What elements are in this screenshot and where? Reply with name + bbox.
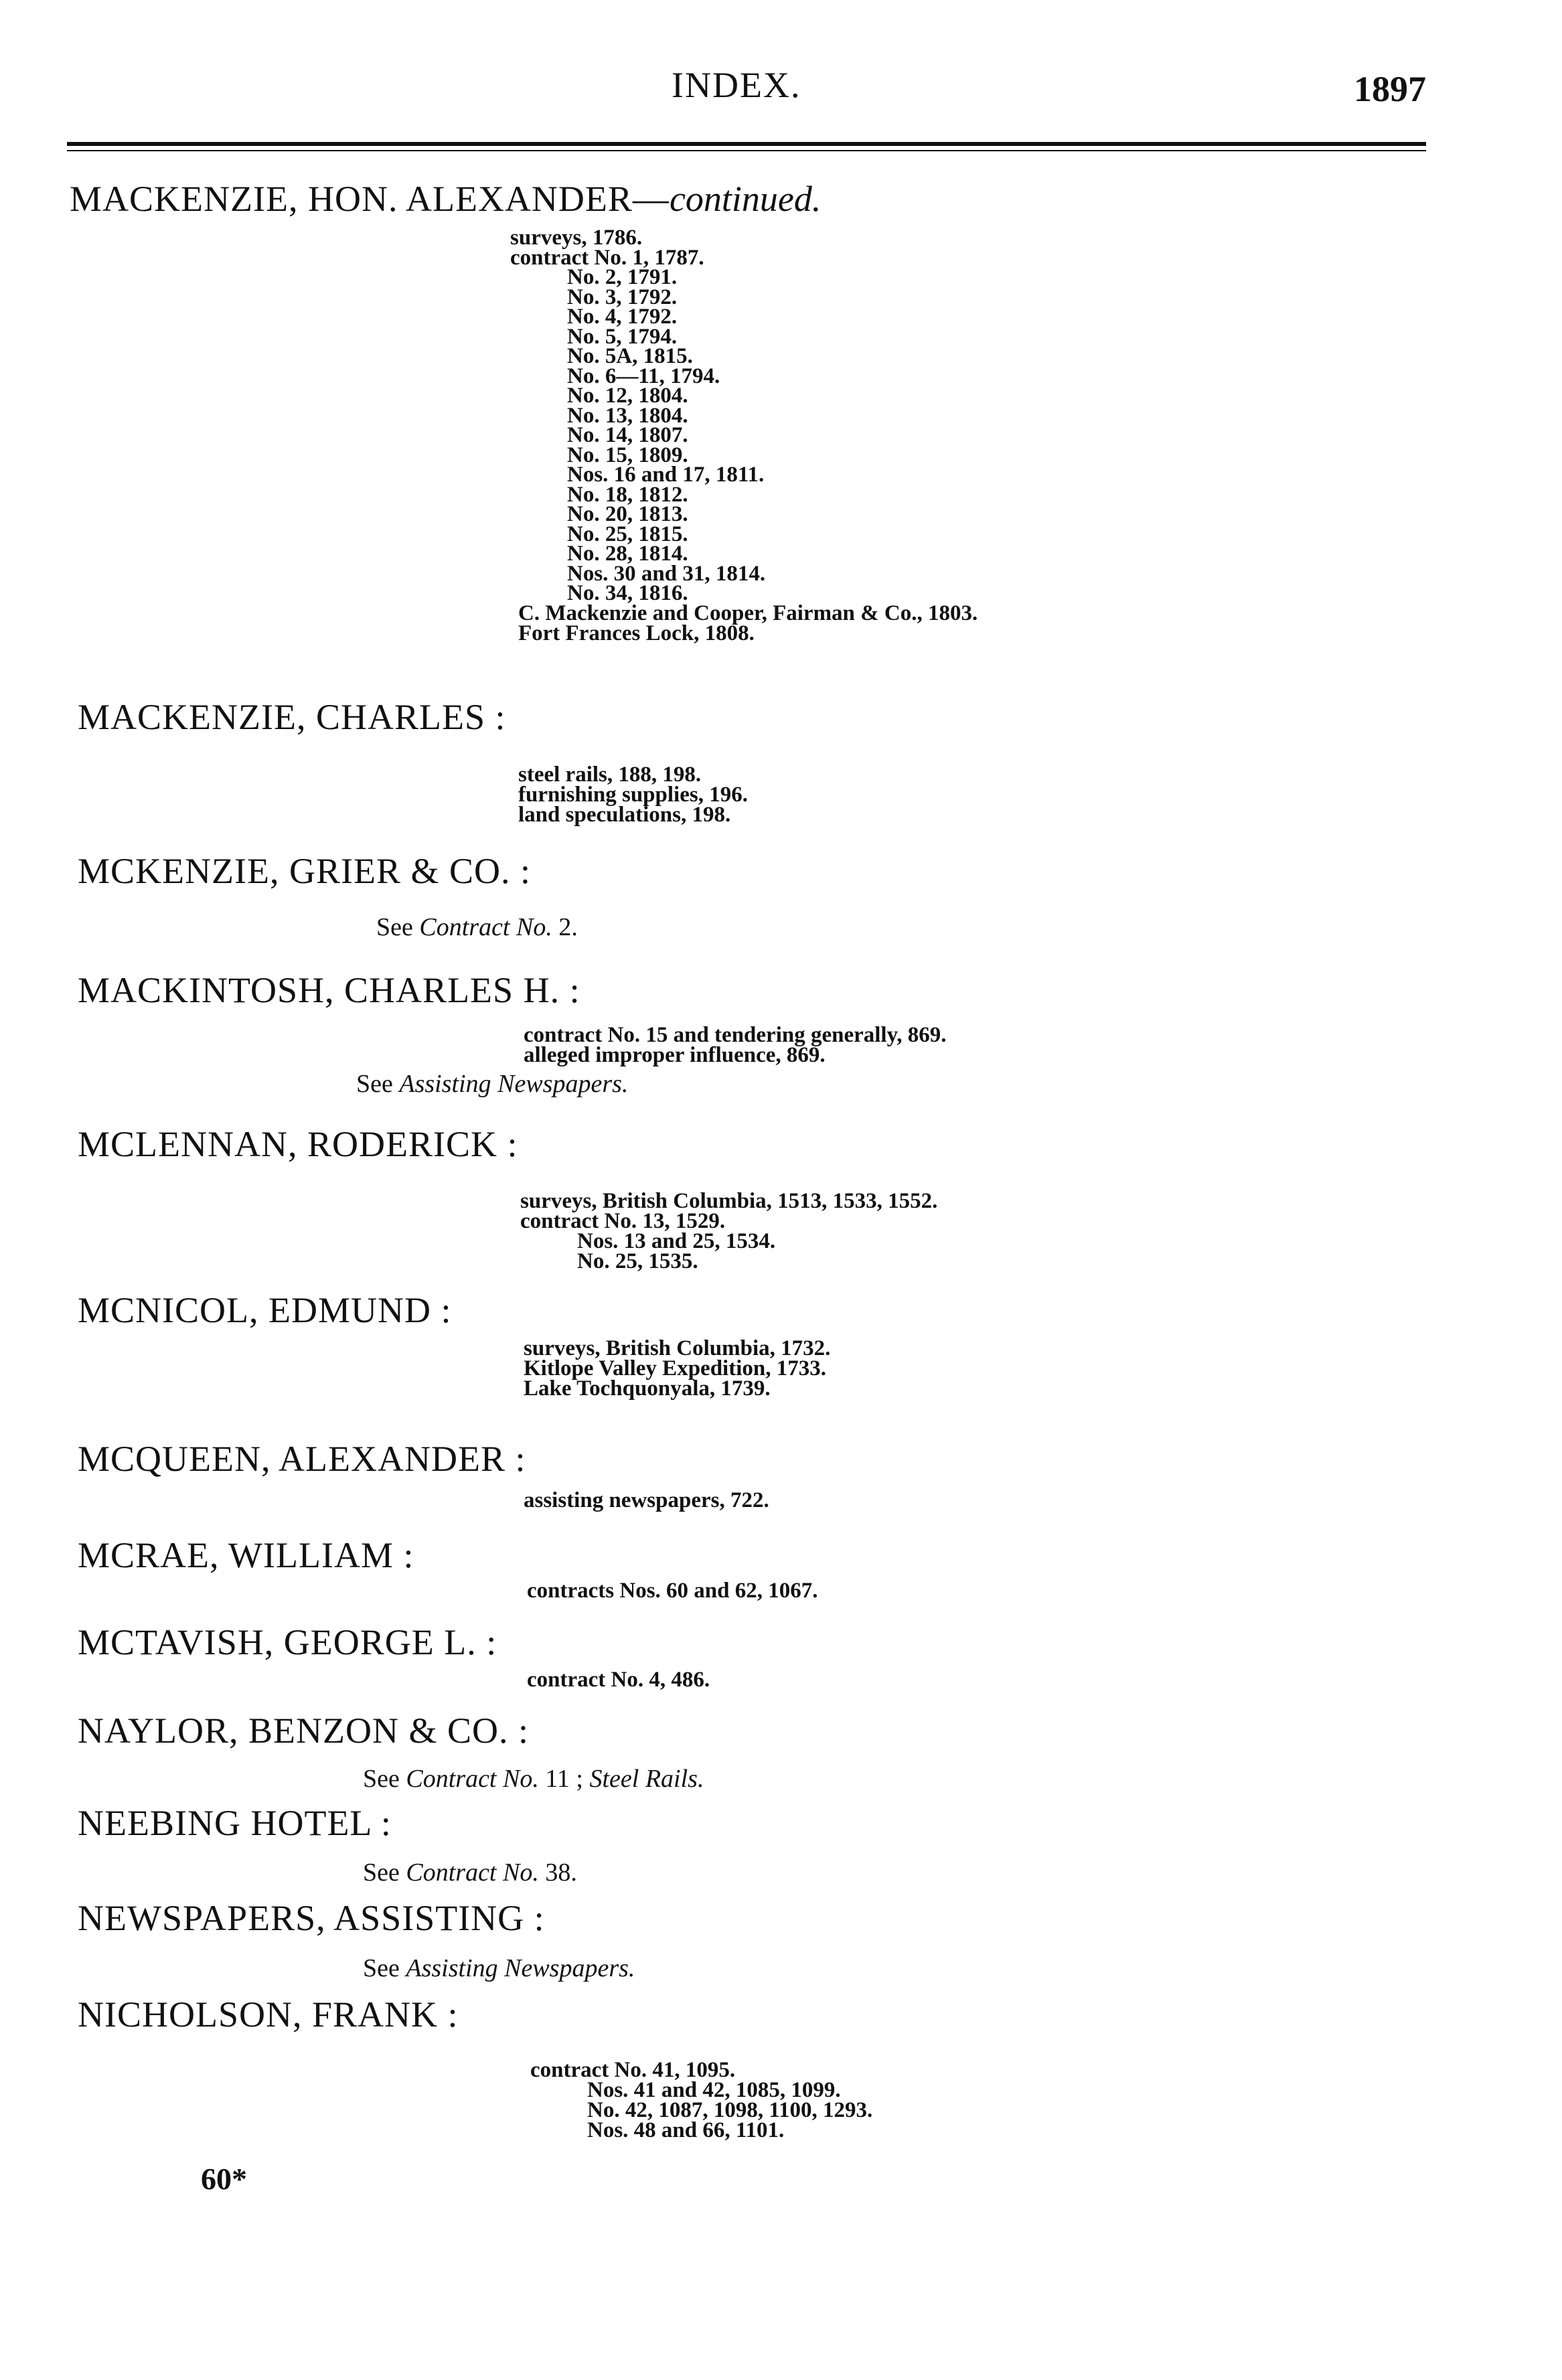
- see-number: 38.: [545, 1858, 577, 1887]
- subentry: No. 25, 1815.: [567, 522, 688, 546]
- entry-heading: MCTAVISH, GEORGE L. :: [78, 1622, 497, 1662]
- see-prefix: See: [356, 1070, 393, 1098]
- see-reference: [363, 1858, 577, 1887]
- see-prefix: See: [363, 1765, 400, 1793]
- see-reference: [363, 1954, 635, 1983]
- subentry: assisting newspapers, 722.: [524, 1488, 769, 1512]
- header-rule-thick: [67, 142, 1426, 146]
- header-rule-thin: [67, 150, 1426, 151]
- subentry: Nos. 48 and 66, 1101.: [587, 2118, 785, 2142]
- see-target: Contract No.: [419, 913, 552, 941]
- subentry: Nos. 13 and 25, 1534.: [577, 1229, 776, 1253]
- subentry: No. 28, 1814.: [567, 542, 688, 566]
- see-number: 2.: [558, 913, 578, 941]
- subentry: No. 20, 1813.: [567, 502, 688, 526]
- subentry: No. 13, 1804.: [567, 404, 688, 428]
- entry-heading: NEEBING HOTEL :: [78, 1803, 392, 1843]
- see-reference: [376, 913, 578, 942]
- subentry: land speculations, 198.: [518, 803, 731, 827]
- subentry: contract No. 15 and tendering generally, 869.: [524, 1023, 947, 1047]
- see-target-2: Steel Rails.: [589, 1765, 704, 1793]
- subentry: alleged improper influence, 869.: [524, 1043, 826, 1067]
- subentry: Lake Tochquonyala, 1739.: [524, 1376, 771, 1401]
- subentry: contract No. 41, 1095.: [530, 2058, 736, 2082]
- subentry: No. 15, 1809.: [567, 443, 688, 467]
- entry-heading-text: MACKENZIE, HON. ALEXANDER—: [70, 179, 670, 219]
- subentry: Kitlope Valley Expedition, 1733.: [524, 1356, 826, 1380]
- see-prefix: See: [363, 1954, 400, 1982]
- subentry: No. 6—11, 1794.: [567, 364, 720, 388]
- subentry: Nos. 16 and 17, 1811.: [567, 463, 765, 487]
- see-prefix: See: [363, 1858, 400, 1887]
- entry-heading: NICHOLSON, FRANK :: [78, 1994, 459, 2035]
- subentry: No. 5A, 1815.: [567, 344, 693, 368]
- see-target: Contract No.: [406, 1765, 539, 1793]
- entry-heading: MCLENNAN, RODERICK :: [78, 1124, 518, 1164]
- subentry: No. 25, 1535.: [577, 1249, 698, 1273]
- subentry: surveys, British Columbia, 1513, 1533, 1552.: [520, 1189, 938, 1213]
- entry-heading: MCNICOL, EDMUND :: [78, 1290, 452, 1330]
- subentry: No. 5, 1794.: [567, 325, 678, 349]
- subentry: No. 34, 1816.: [567, 581, 688, 605]
- entry-heading: NAYLOR, BENZON & CO. :: [78, 1711, 530, 1751]
- subentry: Nos. 41 and 42, 1085, 1099.: [587, 2078, 841, 2102]
- entry-heading: MACKENZIE, CHARLES :: [78, 697, 506, 737]
- see-number: 11 ;: [545, 1765, 583, 1793]
- continued-label: continued.: [669, 179, 822, 219]
- subentry: furnishing supplies, 196.: [518, 783, 748, 807]
- subentry: No. 3, 1792.: [567, 285, 678, 309]
- see-target: Contract No.: [406, 1858, 539, 1887]
- subentry: steel rails, 188, 198.: [518, 763, 702, 787]
- see-prefix: See: [376, 913, 413, 941]
- subentry: Fort Frances Lock, 1808.: [518, 621, 755, 645]
- entry-heading: MCRAE, WILLIAM :: [78, 1535, 414, 1575]
- subentry: No. 18, 1812.: [567, 483, 688, 507]
- subentry: No. 12, 1804.: [567, 384, 688, 408]
- subentry: contracts Nos. 60 and 62, 1067.: [527, 1579, 818, 1603]
- see-target: Assisting Newspapers.: [399, 1070, 629, 1098]
- entry-heading: MCQUEEN, ALEXANDER :: [78, 1439, 526, 1479]
- subentry: surveys, British Columbia, 1732.: [524, 1336, 831, 1360]
- entry-heading: NEWSPAPERS, ASSISTING :: [78, 1898, 545, 1938]
- subentry: No. 4, 1792.: [567, 305, 678, 329]
- subentry: No. 2, 1791.: [567, 265, 678, 289]
- subentry: contract No. 4, 486.: [527, 1668, 710, 1692]
- running-title: INDEX.: [672, 65, 801, 105]
- subentry: contract No. 13, 1529.: [520, 1209, 726, 1233]
- page-number: 1897: [1354, 69, 1426, 109]
- subentry: contract No. 1, 1787.: [510, 246, 704, 270]
- subentry: No. 42, 1087, 1098, 1100, 1293.: [587, 2098, 873, 2122]
- see-target: Assisting Newspapers.: [406, 1954, 635, 1982]
- signature-mark: 60*: [201, 2162, 247, 2196]
- entry-heading: [70, 178, 821, 220]
- subentry: No. 14, 1807.: [567, 423, 688, 447]
- subentry: Nos. 30 and 31, 1814.: [567, 562, 766, 586]
- subentry: surveys, 1786.: [510, 226, 643, 250]
- subentry: C. Mackenzie and Cooper, Fairman & Co., 1803.: [518, 601, 978, 625]
- entry-heading: MCKENZIE, GRIER & CO. :: [78, 851, 531, 891]
- entry-heading: MACKINTOSH, CHARLES H. :: [78, 970, 580, 1010]
- see-reference: [356, 1069, 628, 1099]
- see-reference: [363, 1764, 704, 1794]
